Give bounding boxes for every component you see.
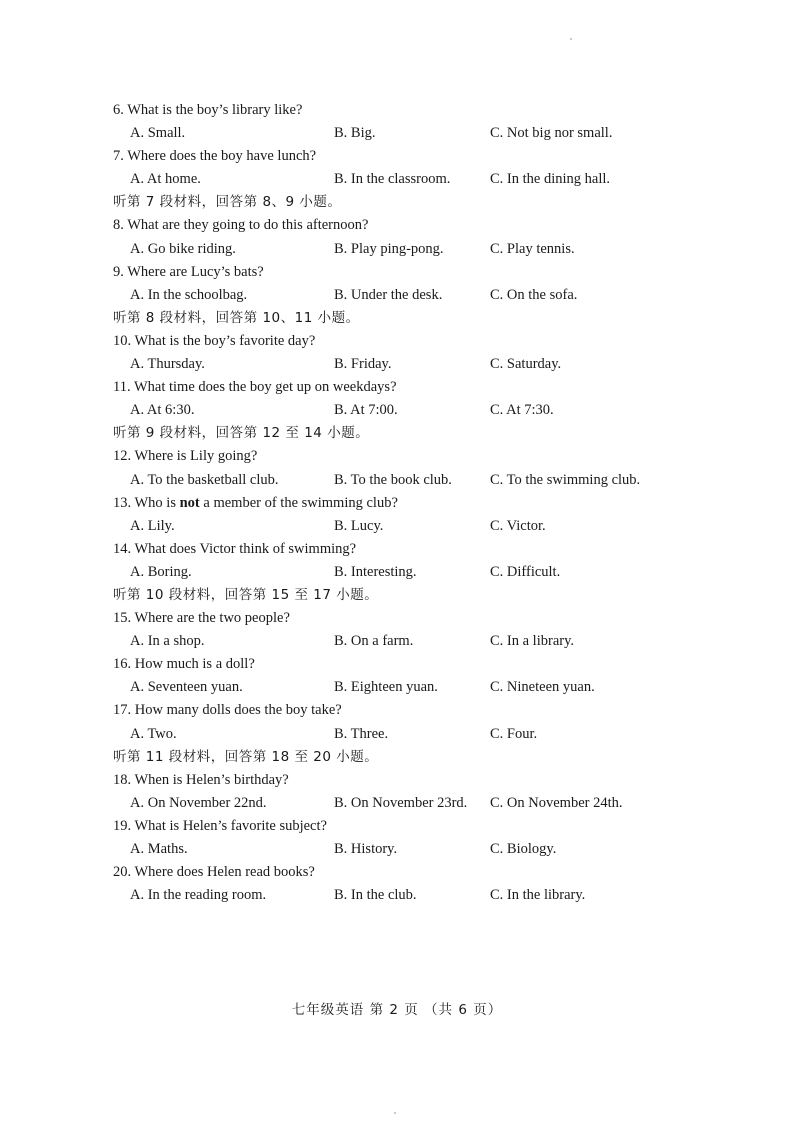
- option-a: A. Go bike riding.: [130, 240, 236, 257]
- section-instruction: 听第 9 段材料，回答第 12 至 14 小题。: [113, 425, 370, 442]
- question-number: 6.: [113, 102, 124, 118]
- option-row: [113, 168, 713, 191]
- option-a: A. To the basketball club.: [130, 471, 279, 488]
- option-a: A. In the reading room.: [130, 887, 267, 904]
- question-stem: [113, 861, 713, 884]
- option-a: A. Boring.: [130, 563, 192, 580]
- option-row: [113, 399, 713, 422]
- option-a: A. Lily.: [130, 517, 175, 534]
- question-text-bold: not: [179, 494, 200, 511]
- option-c: C. Biology.: [490, 841, 557, 857]
- option-b: B. In the club.: [334, 887, 417, 904]
- option-b: B. Big.: [334, 125, 376, 142]
- option-c: C. Victor.: [490, 517, 546, 534]
- option-c: C. In the library.: [490, 887, 586, 904]
- question-number: 13.: [113, 494, 132, 511]
- option-b: B. At 7:00.: [334, 402, 398, 419]
- option-row: [113, 792, 713, 815]
- question-stem: [113, 538, 713, 561]
- option-row: [113, 469, 713, 492]
- option-b: B. Under the desk.: [334, 286, 443, 303]
- option-row: [113, 723, 713, 746]
- question-text: What is the boy’s favorite day?: [134, 332, 316, 349]
- page-footer: 七年级英语 第 2 页 （共 6 页）: [291, 1002, 503, 1018]
- option-a: A. Thursday.: [130, 356, 205, 373]
- question-text: Where are the two people?: [134, 610, 290, 627]
- question-number: 10.: [113, 332, 132, 349]
- option-a: A. Maths.: [130, 841, 188, 857]
- question-number: 9.: [113, 263, 124, 280]
- question-stem: [113, 492, 713, 515]
- question-number: 17.: [113, 702, 132, 719]
- question-number: 16.: [113, 656, 132, 673]
- question-text: How many dolls does the boy take?: [134, 702, 342, 719]
- question-text: When is Helen’s birthday?: [134, 771, 289, 788]
- question-number: 8.: [113, 217, 124, 234]
- question-text: Where does Helen read books?: [134, 864, 315, 881]
- section-instruction: 听第 7 段材料，回答第 8、9 小题。: [113, 194, 342, 211]
- question-text-post: a member of the swimming club?: [199, 494, 398, 511]
- question-number: 18.: [113, 771, 132, 788]
- option-a: A. In a shop.: [130, 633, 205, 650]
- section-instruction: 听第 8 段材料，回答第 10、11 小题。: [113, 309, 360, 326]
- question-number: 7.: [113, 148, 124, 165]
- option-row: [113, 238, 713, 261]
- question-text: What time does the boy get up on weekdays?: [133, 379, 397, 396]
- option-a: A. On November 22nd.: [130, 794, 267, 811]
- question-text: What are they going to do this afternoon?: [127, 217, 369, 234]
- question-stem: [113, 376, 713, 399]
- option-b: B. Friday.: [334, 356, 392, 373]
- scan-speck: [570, 38, 572, 40]
- option-c: C. At 7:30.: [490, 402, 554, 419]
- option-b: B. Lucy.: [334, 517, 384, 534]
- question-stem: [113, 699, 713, 722]
- option-c: C. On the sofa.: [490, 286, 578, 303]
- option-row: [113, 676, 713, 699]
- option-c: C. Play tennis.: [490, 240, 575, 257]
- question-stem: [113, 653, 713, 676]
- option-c: C. Difficult.: [490, 563, 561, 580]
- question-stem: [113, 99, 713, 122]
- question-number: 15.: [113, 610, 132, 627]
- question-number: 20.: [113, 864, 132, 881]
- option-row: [113, 630, 713, 653]
- question-list: [113, 99, 713, 907]
- question-number: 12.: [113, 448, 132, 465]
- question-number: 19.: [113, 817, 132, 834]
- option-c: C. On November 24th.: [490, 794, 623, 811]
- option-row: [113, 353, 713, 376]
- option-row: [113, 838, 713, 861]
- question-stem: [113, 330, 713, 353]
- question-text-pre: Who is: [134, 494, 180, 511]
- question-text: What does Victor think of swimming?: [134, 540, 357, 557]
- option-row: [113, 284, 713, 307]
- option-row: [113, 122, 713, 145]
- option-b: B. Three.: [334, 725, 389, 742]
- scan-speck: [394, 1112, 396, 1114]
- option-b: B. On November 23rd.: [334, 794, 468, 811]
- question-stem: [113, 145, 713, 168]
- question-stem: [113, 769, 713, 792]
- option-row: [113, 561, 713, 584]
- option-b: B. On a farm.: [334, 633, 414, 650]
- question-text: Where is Lily going?: [134, 448, 258, 465]
- section-instruction: 听第 11 段材料，回答第 18 至 20 小题。: [113, 748, 379, 765]
- option-c: C. Nineteen yuan.: [490, 679, 595, 696]
- option-a: A. Two.: [130, 725, 177, 742]
- option-a: A. Seventeen yuan.: [130, 679, 243, 696]
- option-row: [113, 884, 713, 907]
- option-b: B. Interesting.: [334, 563, 417, 580]
- question-stem: [113, 445, 713, 468]
- question-stem: [113, 607, 713, 630]
- question-text: Where does the boy have lunch?: [127, 148, 317, 165]
- option-c: C. To the swimming club.: [490, 471, 641, 488]
- option-b: B. Eighteen yuan.: [334, 679, 438, 696]
- option-a: A. Small.: [130, 125, 186, 142]
- section-instruction: 听第 10 段材料，回答第 15 至 17 小题。: [113, 586, 379, 603]
- question-stem: [113, 815, 713, 838]
- option-b: B. In the classroom.: [334, 171, 451, 188]
- option-b: B. History.: [334, 841, 398, 857]
- question-number: 11.: [113, 379, 131, 396]
- option-a: A. At home.: [130, 171, 201, 188]
- option-c: C. In the dining hall.: [490, 171, 611, 188]
- option-c: C. Not big nor small.: [490, 125, 613, 142]
- question-text: Where are Lucy’s bats?: [127, 263, 264, 280]
- option-c: C. Saturday.: [490, 356, 562, 373]
- question-text: How much is a doll?: [134, 656, 255, 673]
- option-a: A. In the schoolbag.: [130, 286, 248, 303]
- option-c: C. Four.: [490, 725, 538, 742]
- question-stem: [113, 261, 713, 284]
- question-text: What is Helen’s favorite subject?: [134, 817, 327, 834]
- question-stem: [113, 214, 713, 237]
- option-b: B. Play ping-pong.: [334, 240, 444, 257]
- question-number: 14.: [113, 540, 132, 557]
- option-b: B. To the book club.: [334, 471, 452, 488]
- question-text: What is the boy’s library like?: [127, 102, 303, 118]
- option-row: [113, 515, 713, 538]
- option-a: A. At 6:30.: [130, 402, 195, 419]
- option-c: C. In a library.: [490, 633, 575, 650]
